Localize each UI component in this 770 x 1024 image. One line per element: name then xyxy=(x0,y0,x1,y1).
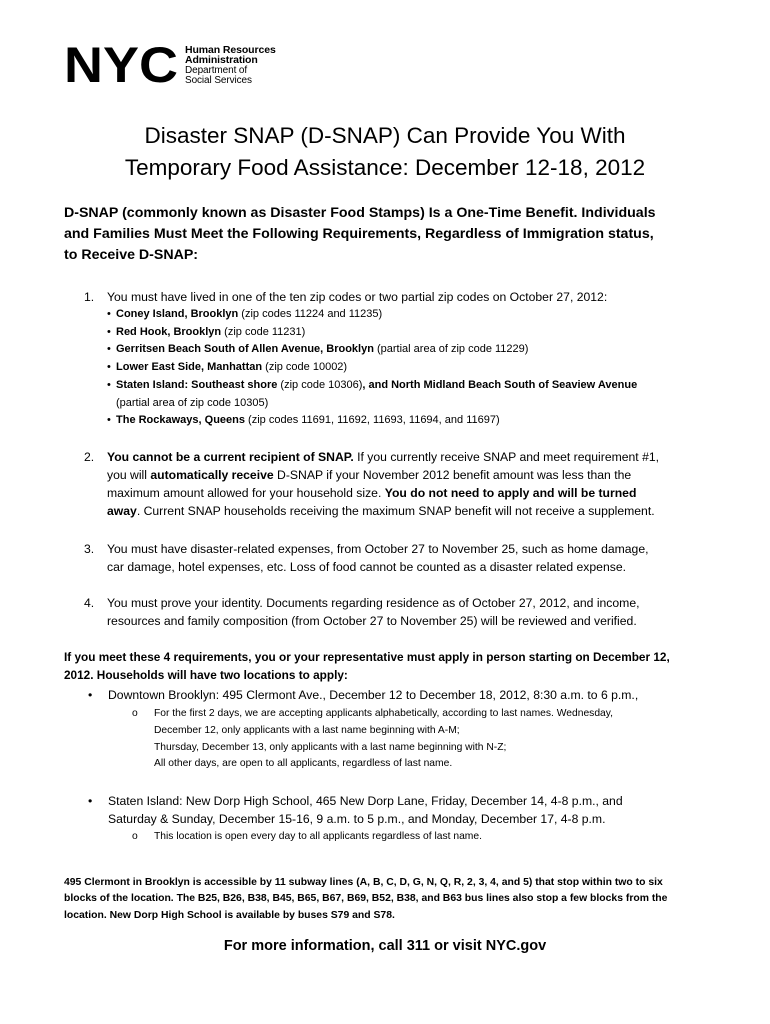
zip-item: • Staten Island: Southeast shore (zip code 10306), and North Midland Beach South of Seaview Avenue xyxy=(107,378,638,391)
requirement-number: 1. xyxy=(84,290,95,304)
transit-info: 495 Clermont in Brooklyn is accessible by 11 subway lines (A, B, C, D, G, N, Q, R, 2, 3, 4, and 5) that stop within two to six blocks of the location. The B25, B26, B38, B45, B65, B67, B69, B52, B38, and B63 bus lines also stop a few blocks from the location. New Dorp High School is available by buses S79 and S78. xyxy=(64,877,668,921)
agency-name xyxy=(185,45,276,86)
nyc-hra-logo xyxy=(62,42,276,88)
apply-instructions: If you meet these 4 requirements, you or your representative must apply in person starting on December 12, 2012. Households will have two locations to apply: xyxy=(64,650,670,682)
requirement-text: You cannot be a current recipient of SNAP. If you currently receive SNAP and meet requirement #1, you will automatically receive D-SNAP if your November 2012 benefit amount was less than the maximum amount allowed for your household size. You do not need to apply and will be turned away. Current SNAP households receiving the maximum SNAP benefit will not receive a supplement. xyxy=(107,450,660,518)
zip-item: • Coney Island, Brooklyn (zip codes 11224 and 11235) xyxy=(107,308,383,320)
intro-line-1: D-SNAP (commonly known as Disaster Food Stamps) Is a One-Time Benefit. Individuals xyxy=(64,205,656,221)
dept-line-1: Department of xyxy=(185,64,248,76)
zip-item: • Gerritsen Beach South of Allen Avenue, Brooklyn (partial area of zip code 11229) xyxy=(107,343,529,356)
intro-line-3: to Receive D-SNAP: xyxy=(64,247,199,263)
requirement-text: You must have disaster-related expenses, from October 27 to November 25, such as home damage, car damage, hotel expenses, etc. Loss of food cannot be counted as a disaster related expense. xyxy=(107,542,649,574)
staten-detail-text: This location is open every day to all applicants regardless of last name. xyxy=(154,831,482,842)
zip-code-list xyxy=(107,306,724,430)
agency-line-2: Administration xyxy=(185,54,258,66)
brooklyn-detail-text: For the first 2 days, we are accepting applicants alphabetically, according to last names. Wednesday, December 12, only applicants with a last name beginning with A-M; Thursday, December 13, only applicants with a last name beginning with N-Z; All other days, are open to all applicants, regardless of last name. xyxy=(154,708,614,770)
staten-details xyxy=(132,829,692,846)
requirement-1 xyxy=(84,288,724,430)
agency-line-1: Human Resources xyxy=(185,43,276,56)
bullet: • xyxy=(88,794,93,808)
title-line-1: Disaster SNAP (D-SNAP) Can Provide You With xyxy=(144,123,626,148)
requirement-3 xyxy=(84,540,724,576)
requirement-text: You must prove your identity. Documents regarding residence as of October 27, 2012, and income, resources and family composition (from October 27 to November 25) will be reviewed and verified. xyxy=(107,596,640,628)
dept-line-2: Social Services xyxy=(185,74,252,86)
zip-item: • The Rockaways, Queens (zip codes 11691, 11692, 11693, 11694, and 11697) xyxy=(107,414,500,427)
requirement-number: 4. xyxy=(84,596,95,610)
zip-item-continued: (partial area of zip code 10305) xyxy=(116,396,269,409)
requirement-2 xyxy=(84,448,724,520)
contact-footer: For more information, call 311 or visit NYC.gov xyxy=(223,938,547,954)
requirement-text: You must have lived in one of the ten zip codes or two partial zip codes on October 27, 2012: xyxy=(107,290,608,304)
requirement-4 xyxy=(84,594,724,630)
bullet: • xyxy=(88,688,93,702)
zip-item: • Red Hook, Brooklyn (zip code 11231) xyxy=(107,325,306,338)
brooklyn-details xyxy=(132,706,692,773)
sub-bullet: o xyxy=(132,831,138,842)
requirement-number: 3. xyxy=(84,542,95,556)
page-title xyxy=(0,120,770,184)
zip-item: • Lower East Side, Manhattan (zip code 10002) xyxy=(107,361,348,374)
intro-line-2: and Families Must Meet the Following Requirements, Regardless of Immigration status, xyxy=(64,226,654,242)
nyc-logo-mark xyxy=(62,42,180,88)
location-text: Staten Island: New Dorp High School, 465 New Dorp Lane, Friday, December 14, 4-8 p.m., and Saturday & Sunday, December 15-16, 9 a.m. to 5 p.m., and Monday, December 17, 4-8 p.m. xyxy=(108,794,623,826)
title-line-2: Temporary Food Assistance: December 12-18, 2012 xyxy=(124,155,646,180)
intro-paragraph xyxy=(64,203,714,266)
nyc-logo-text: NYC xyxy=(64,42,178,88)
location-text: Downtown Brooklyn: 495 Clermont Ave., December 12 to December 18, 2012, 8:30 a.m. to 6 p.m., xyxy=(108,688,639,702)
sub-bullet: o xyxy=(132,708,138,719)
location-brooklyn xyxy=(88,686,708,704)
location-staten-island xyxy=(88,792,708,828)
requirement-number: 2. xyxy=(84,450,95,464)
